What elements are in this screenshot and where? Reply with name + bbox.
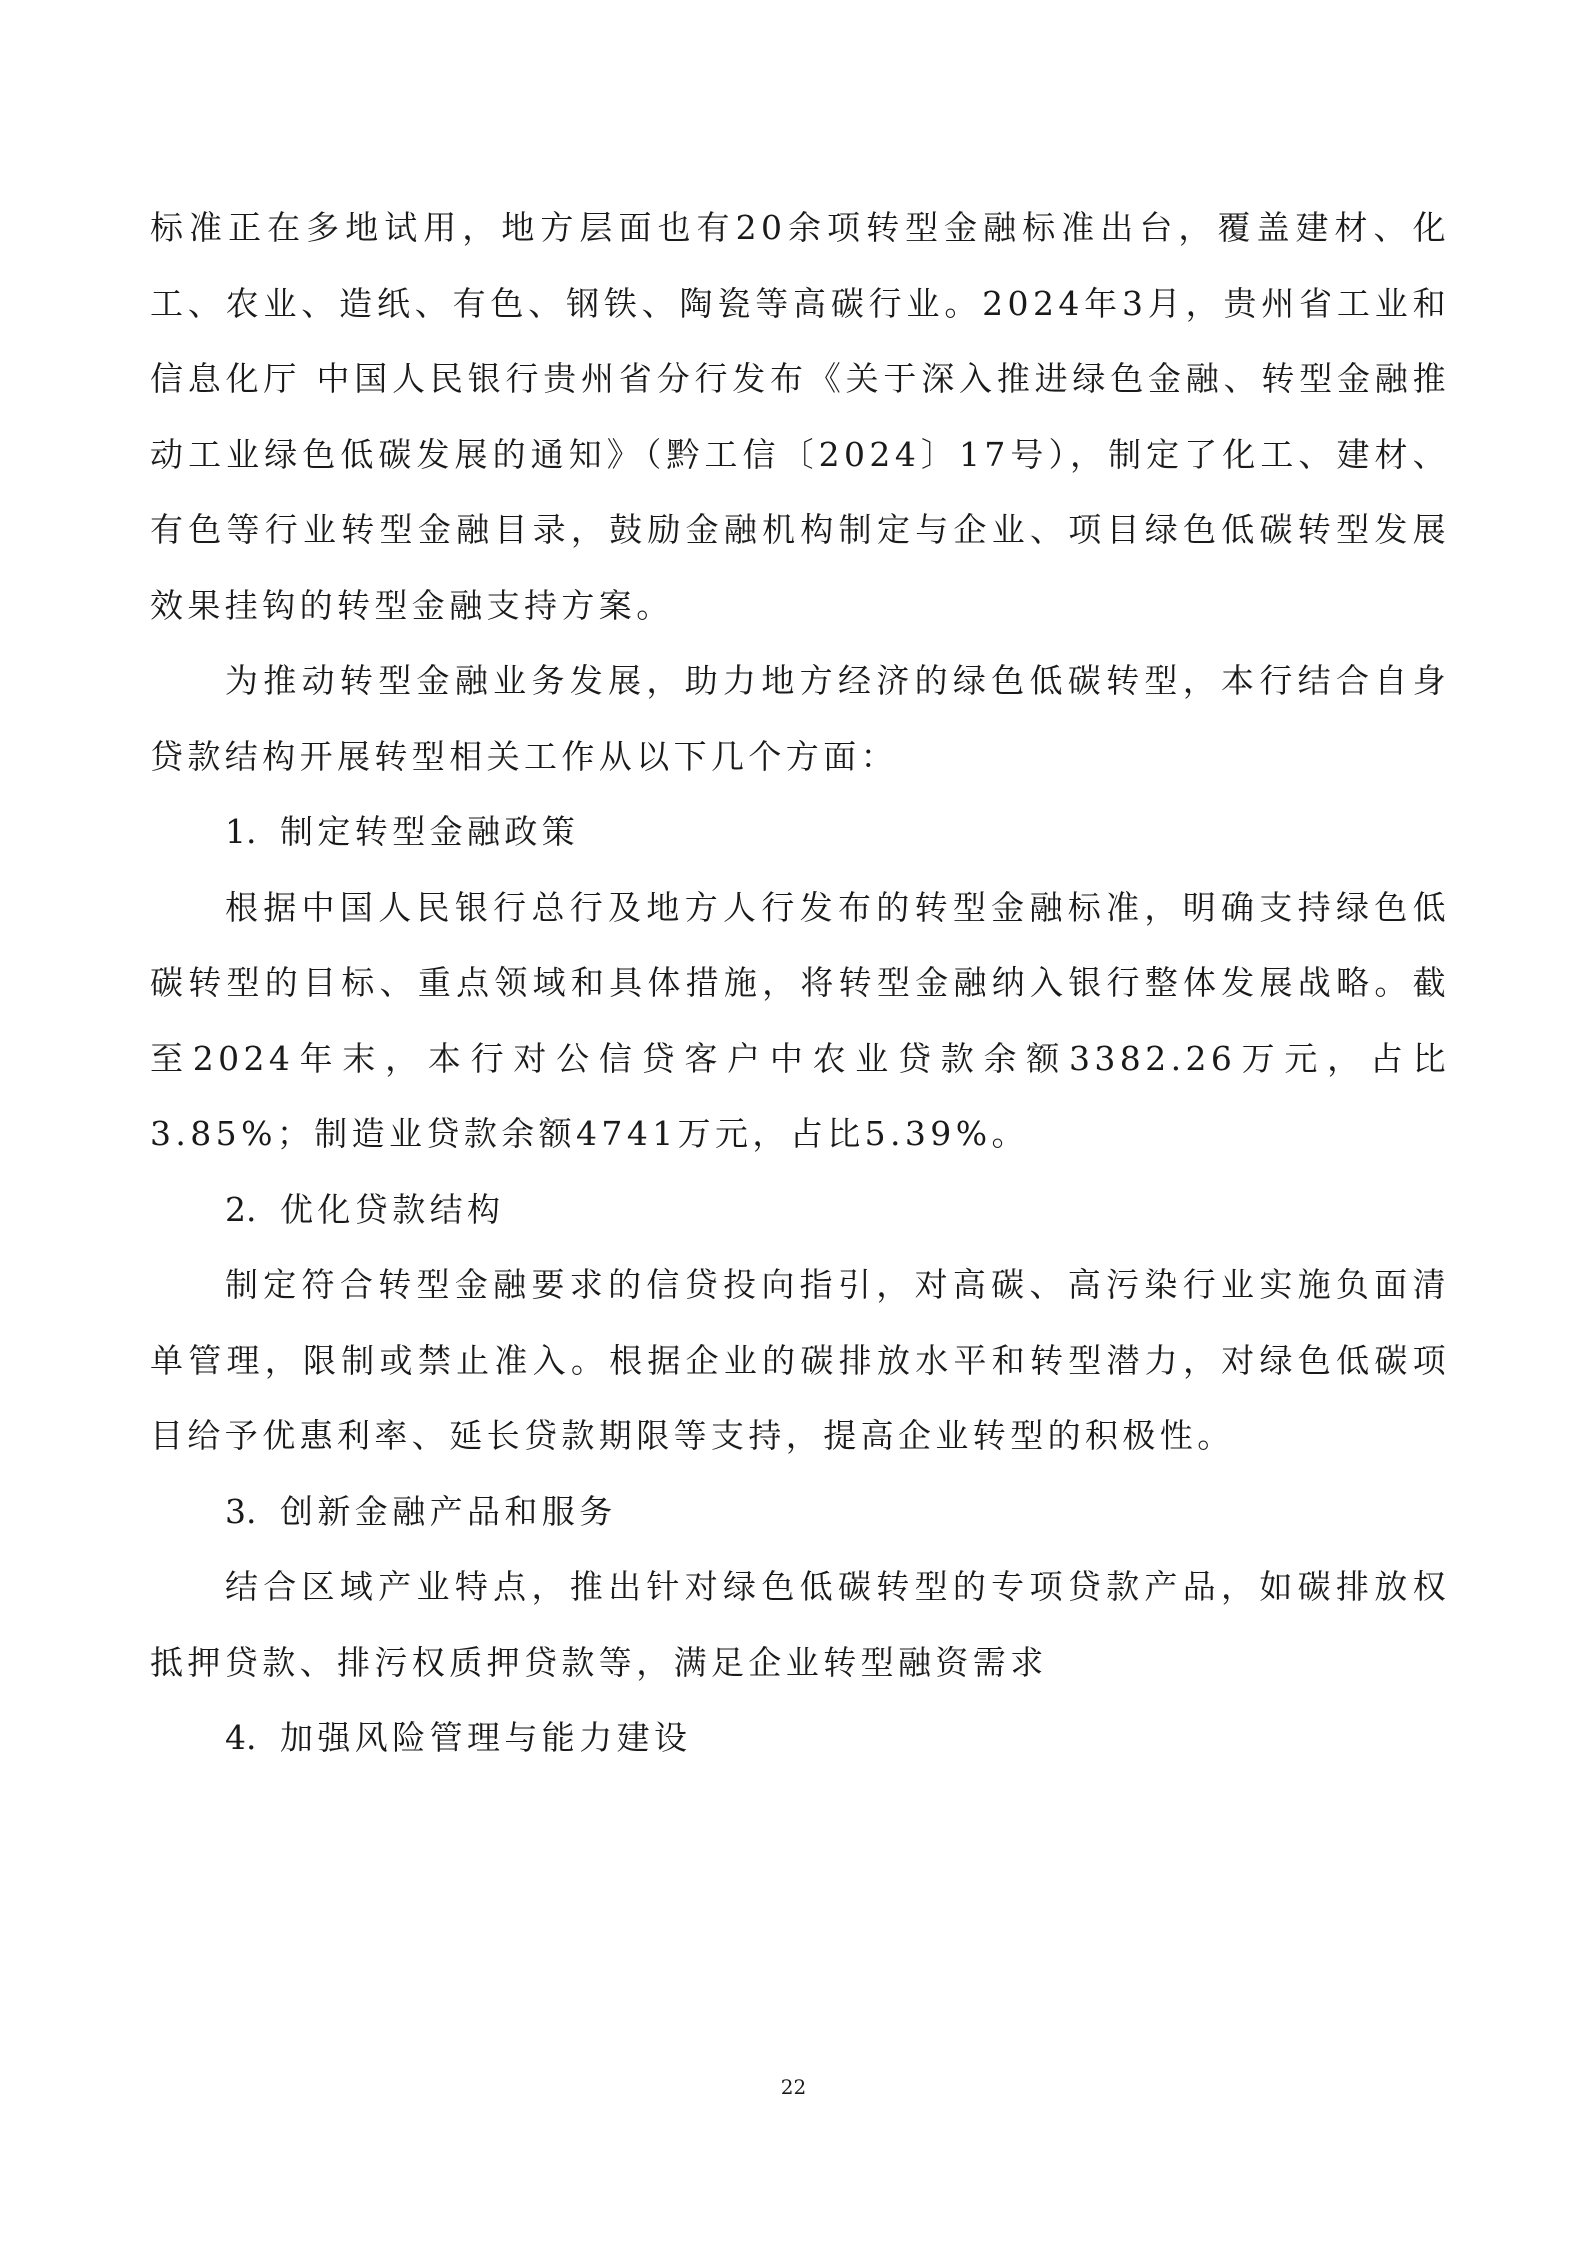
section-title: 创新金融产品和服务 (280, 1491, 617, 1531)
paragraph-policy: 根据中国人民银行总行及地方人行发布的转型金融标准，明确支持绿色低碳转型的目标、重点领域和具体措施，将转型金融纳入银行整体发展战略。截至2024年末，本行对公信贷客户中农业贷款余额3382.26万元，占比3.85%；制造业贷款余额4741万元，占比5.39%。 (150, 887, 1450, 1153)
paragraph-intro: 为推动转型金融业务发展，助力地方经济的绿色低碳转型，本行结合自身贷款结构开展转型相关工作从以下几个方面： (150, 661, 1450, 776)
section-title: 加强风险管理与能力建设 (280, 1718, 692, 1757)
section-heading-1 (150, 794, 1450, 870)
section-heading-3 (150, 1474, 1450, 1550)
section-number: 1. (225, 812, 257, 851)
section-heading-4 (150, 1700, 1450, 1776)
page-number: 22 (780, 2075, 807, 2099)
section-heading-2 (150, 1172, 1450, 1248)
paragraph-loan-structure: 制定符合转型金融要求的信贷投向指引，对高碳、高污染行业实施负面清单管理，限制或禁止准入。根据企业的碳排放水平和转型潜力，对绿色低碳项目给予优惠利率、延长贷款期限等支持，提高企业转型的积极性。 (150, 1265, 1450, 1455)
section-number: 4. (225, 1718, 257, 1757)
body-text (150, 190, 1450, 1776)
section-title: 制定转型金融政策 (280, 812, 580, 851)
section-number: 3. (225, 1491, 257, 1531)
paragraph-products: 结合区域产业特点，推出针对绿色低碳转型的专项贷款产品，如碳排放权抵押贷款、排污权质押贷款等，满足企业转型融资需求 (150, 1567, 1450, 1682)
section-title: 优化贷款结构 (280, 1189, 505, 1229)
paragraph-transition-standards: 标准正在多地试用，地方层面也有20余项转型金融标准出台，覆盖建材、化工、农业、造纸、有色、钢铁、陶瓷等高碳行业。2024年3月，贵州省工业和信息化厅 中国人民银行贵州省分行发布《关于深入推进绿色金融、转型金融推动工业绿色低碳发展的通知》（黔工信〔2024〕17号），制定了化工、建材、有色等行业转型金融目录，鼓励金融机构制定与企业、项目绿色低碳转型发展效果挂钩的转型金融支持方案。 (150, 208, 1450, 625)
section-number: 2. (225, 1189, 257, 1229)
